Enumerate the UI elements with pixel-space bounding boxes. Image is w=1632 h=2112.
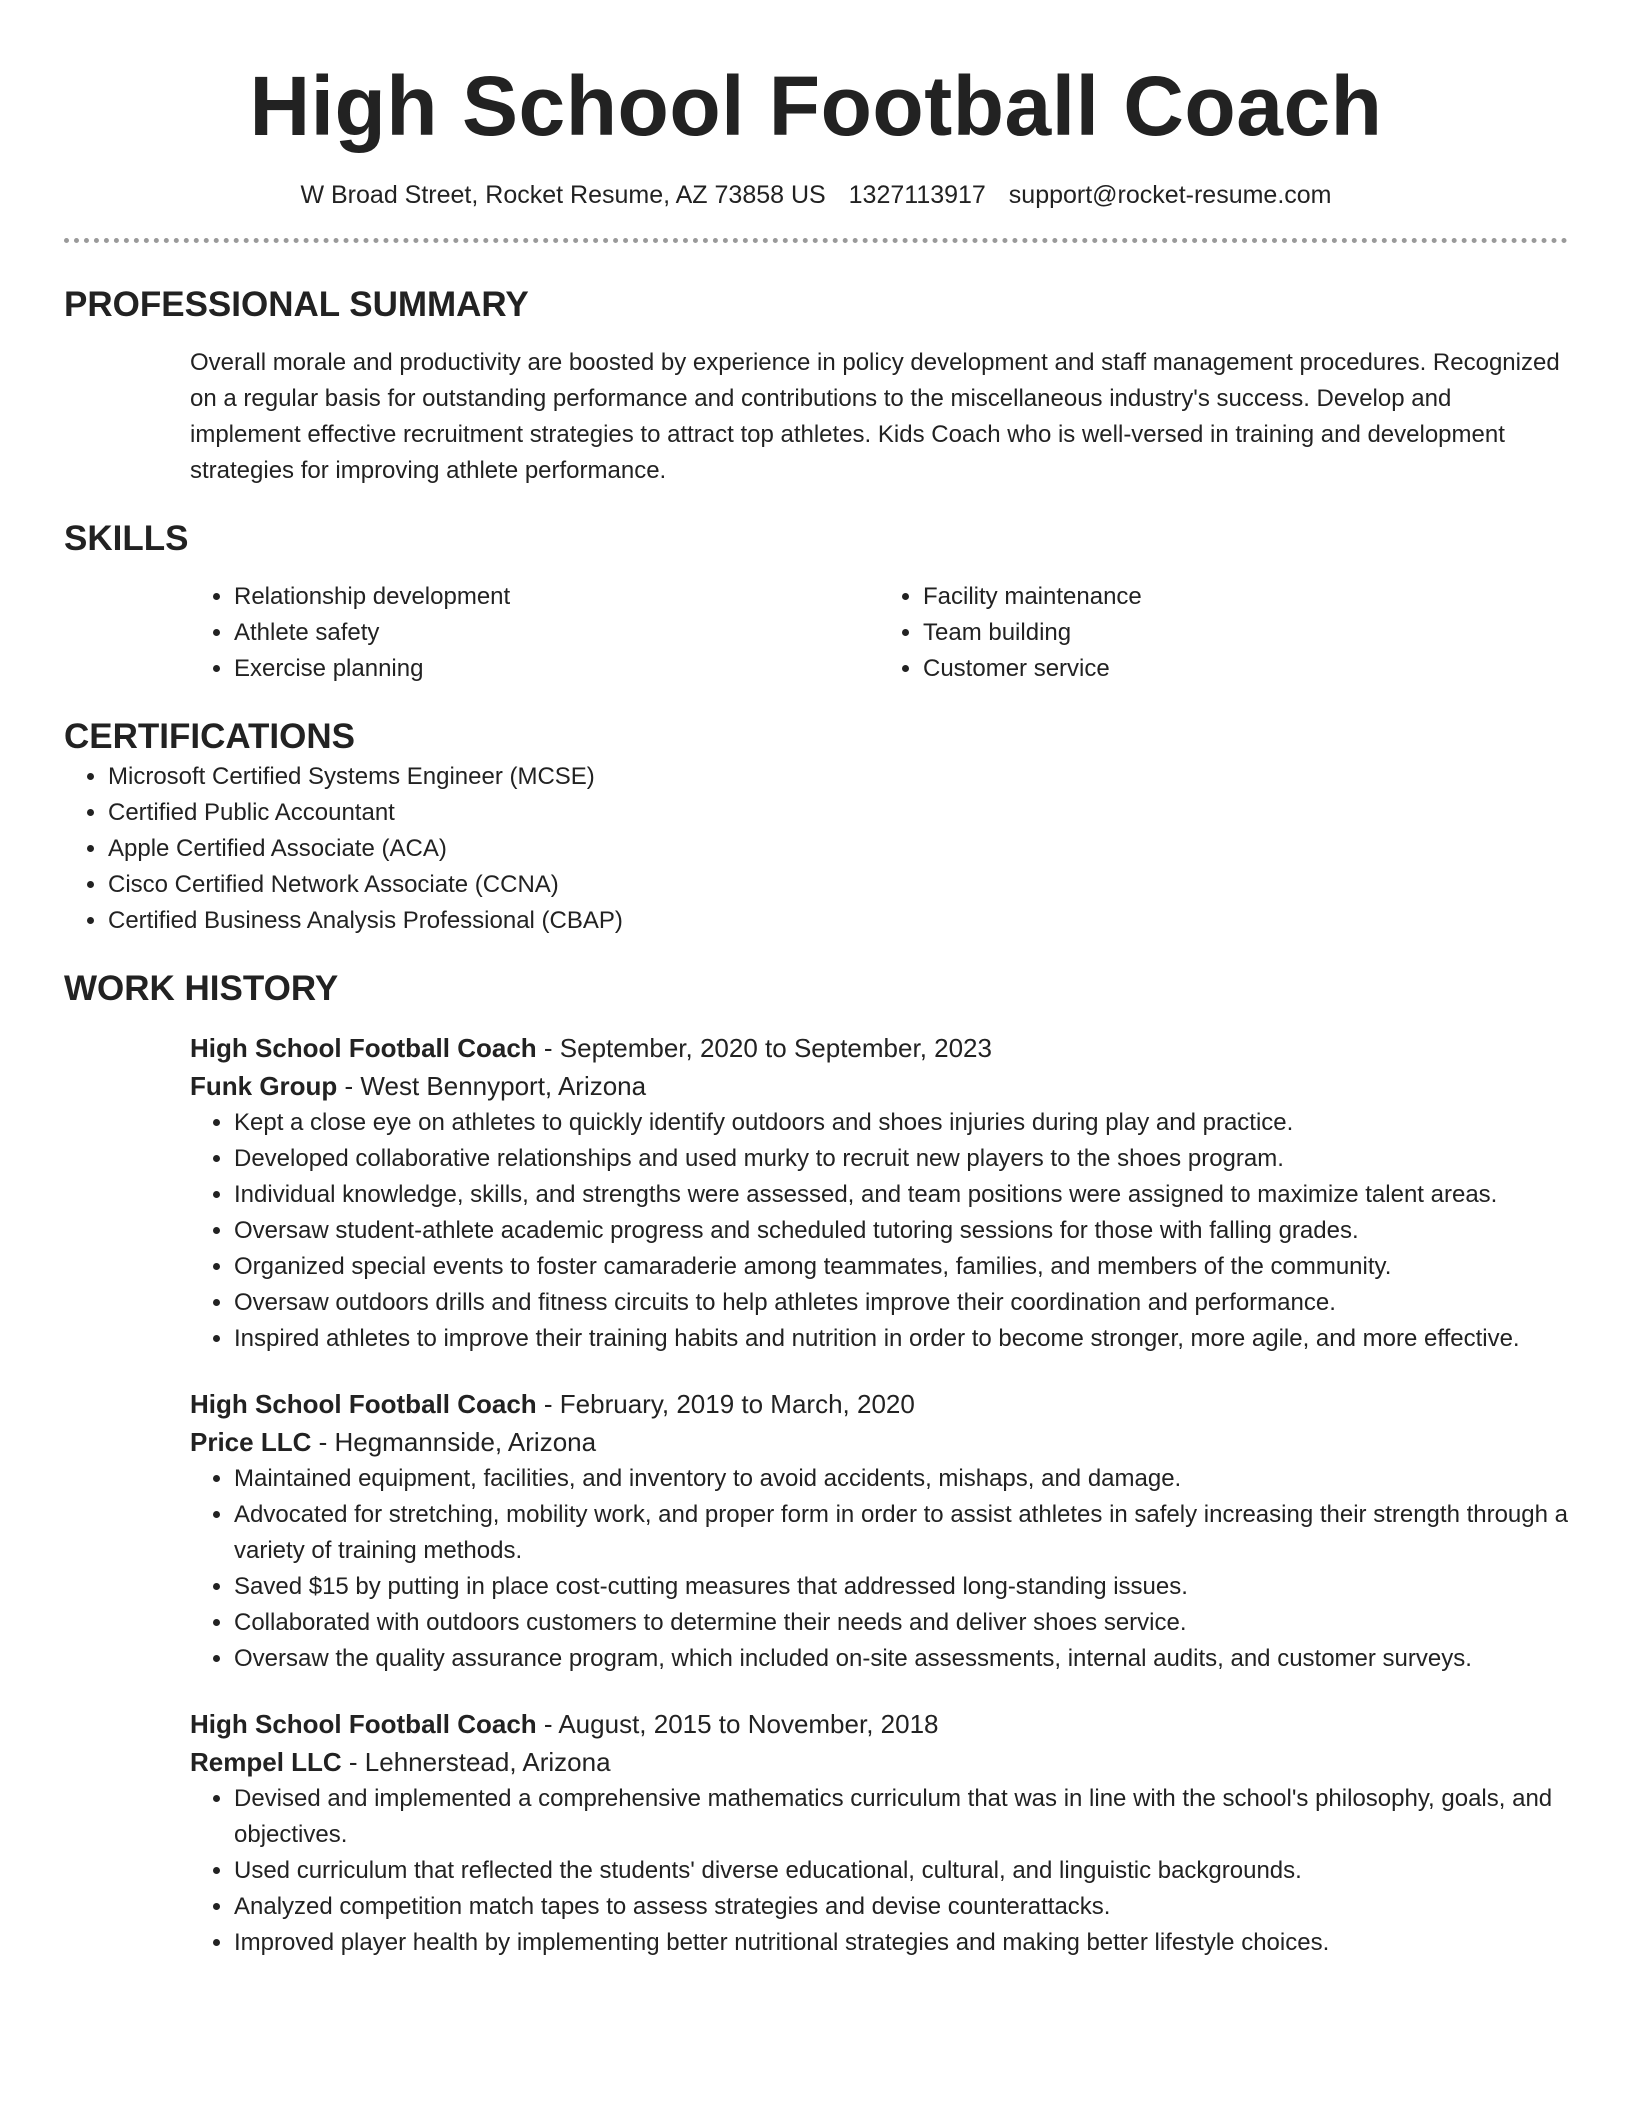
certifications-list	[64, 759, 1568, 939]
job-bullets	[190, 1781, 1568, 1961]
job-bullet: • Advocated for stretching, mobility work, and proper form in order to assist athletes in safely increasing their strength through a variety of training methods.	[234, 1497, 1568, 1569]
job-company: Rempel LLC	[190, 1747, 342, 1777]
job-bullet: • Oversaw student-athlete academic progress and scheduled tutoring sessions for those with falling grades.	[234, 1213, 1568, 1249]
candidate-name: High School Football Coach	[249, 59, 1383, 153]
job-title-line	[190, 1029, 1568, 1067]
job-bullet: • Analyzed competition match tapes to assess strategies and devise counterattacks.	[234, 1889, 1568, 1925]
job-bullet: • Inspired athletes to improve their training habits and nutrition in order to become stronger, more agile, and more effective.	[234, 1321, 1568, 1357]
job-title-line	[190, 1705, 1568, 1743]
certification-item: • Microsoft Certified Systems Engineer (MCSE)	[108, 759, 1568, 795]
contact-address: W Broad Street, Rocket Resume, AZ 73858 US	[300, 181, 826, 209]
job-bullet: • Oversaw the quality assurance program, which included on-site assessments, internal audits, and customer surveys.	[234, 1641, 1568, 1677]
job-company-line	[190, 1743, 1568, 1781]
skill-item: • Athlete safety	[234, 615, 879, 651]
job-entry	[190, 1029, 1568, 1357]
job-bullet: • Improved player health by implementing better nutritional strategies and making better lifestyle choices.	[234, 1925, 1568, 1961]
job-location: - Lehnerstead, Arizona	[341, 1747, 611, 1777]
job-role: High School Football Coach	[190, 1709, 537, 1739]
work-history-title: WORK HISTORY	[64, 969, 339, 1008]
skill-item: • Team building	[923, 615, 1568, 651]
job-bullet: • Maintained equipment, facilities, and inventory to avoid accidents, mishaps, and damage.	[234, 1461, 1568, 1497]
skills-title: SKILLS	[64, 519, 189, 558]
skills-right-list	[879, 579, 1568, 687]
certification-item: • Apple Certified Associate (ACA)	[108, 831, 1568, 867]
work-history-section	[64, 967, 1568, 1961]
header-divider	[64, 238, 1568, 243]
job-dates: - August, 2015 to November, 2018	[536, 1709, 939, 1739]
job-bullets	[190, 1105, 1568, 1357]
skill-item: • Customer service	[923, 651, 1568, 687]
skill-item: • Exercise planning	[234, 651, 879, 687]
job-company: Price LLC	[190, 1427, 312, 1457]
job-entry	[190, 1705, 1568, 1961]
summary-section	[64, 283, 1568, 489]
contact-email: support@rocket-resume.com	[1008, 181, 1332, 209]
job-bullet: • Collaborated with outdoors customers to determine their needs and deliver shoes service.	[234, 1605, 1568, 1641]
job-title-line	[190, 1385, 1568, 1423]
job-bullet: • Devised and implemented a comprehensive mathematics curriculum that was in line with the school's philosophy, goals, and objectives.	[234, 1781, 1568, 1853]
contact-phone: 1327113917	[848, 181, 986, 209]
summary-text: Overall morale and productivity are boosted by experience in policy development and staff management procedures. Recognized on a regular basis for outstanding performance and contributions to the miscellaneous industry's success. Develop and implement effective recruitment strategies to attract top athletes. Kids Coach who is well-versed in training and development strategies for improving athlete performance.	[190, 349, 1560, 484]
job-role: High School Football Coach	[190, 1389, 537, 1419]
contact-line	[64, 178, 1568, 212]
skills-left-list	[190, 579, 879, 687]
job-company: Funk Group	[190, 1071, 338, 1101]
job-company-line	[190, 1067, 1568, 1105]
skill-item: • Relationship development	[234, 579, 879, 615]
job-location: - West Bennyport, Arizona	[337, 1071, 647, 1101]
job-bullets	[190, 1461, 1568, 1677]
job-bullet: • Individual knowledge, skills, and strengths were assessed, and team positions were assigned to maximize talent areas.	[234, 1177, 1568, 1213]
job-bullet: • Oversaw outdoors drills and fitness circuits to help athletes improve their coordination and performance.	[234, 1285, 1568, 1321]
job-bullet: • Used curriculum that reflected the students' diverse educational, cultural, and linguistic backgrounds.	[234, 1853, 1568, 1889]
certification-item: • Certified Business Analysis Professional (CBAP)	[108, 903, 1568, 939]
job-role: High School Football Coach	[190, 1033, 537, 1063]
certifications-section	[64, 715, 1568, 939]
job-bullet: • Saved $15 by putting in place cost-cutting measures that addressed long-standing issues.	[234, 1569, 1568, 1605]
job-dates: - February, 2019 to March, 2020	[536, 1389, 915, 1419]
skills-columns	[190, 579, 1568, 687]
certification-item: • Certified Public Accountant	[108, 795, 1568, 831]
job-bullet: • Kept a close eye on athletes to quickly identify outdoors and shoes injuries during play and practice.	[234, 1105, 1568, 1141]
job-dates: - September, 2020 to September, 2023	[536, 1033, 992, 1063]
job-location: - Hegmannside, Arizona	[311, 1427, 597, 1457]
skills-section	[64, 517, 1568, 687]
job-company-line	[190, 1423, 1568, 1461]
job-bullet: • Organized special events to foster camaraderie among teammates, families, and members of the community.	[234, 1249, 1568, 1285]
summary-title: PROFESSIONAL SUMMARY	[64, 285, 529, 324]
job-bullet: • Developed collaborative relationships and used murky to recruit new players to the shoes program.	[234, 1141, 1568, 1177]
certification-item: • Cisco Certified Network Associate (CCNA)	[108, 867, 1568, 903]
skill-item: • Facility maintenance	[923, 579, 1568, 615]
job-entry	[190, 1385, 1568, 1677]
certifications-title: CERTIFICATIONS	[64, 717, 356, 756]
